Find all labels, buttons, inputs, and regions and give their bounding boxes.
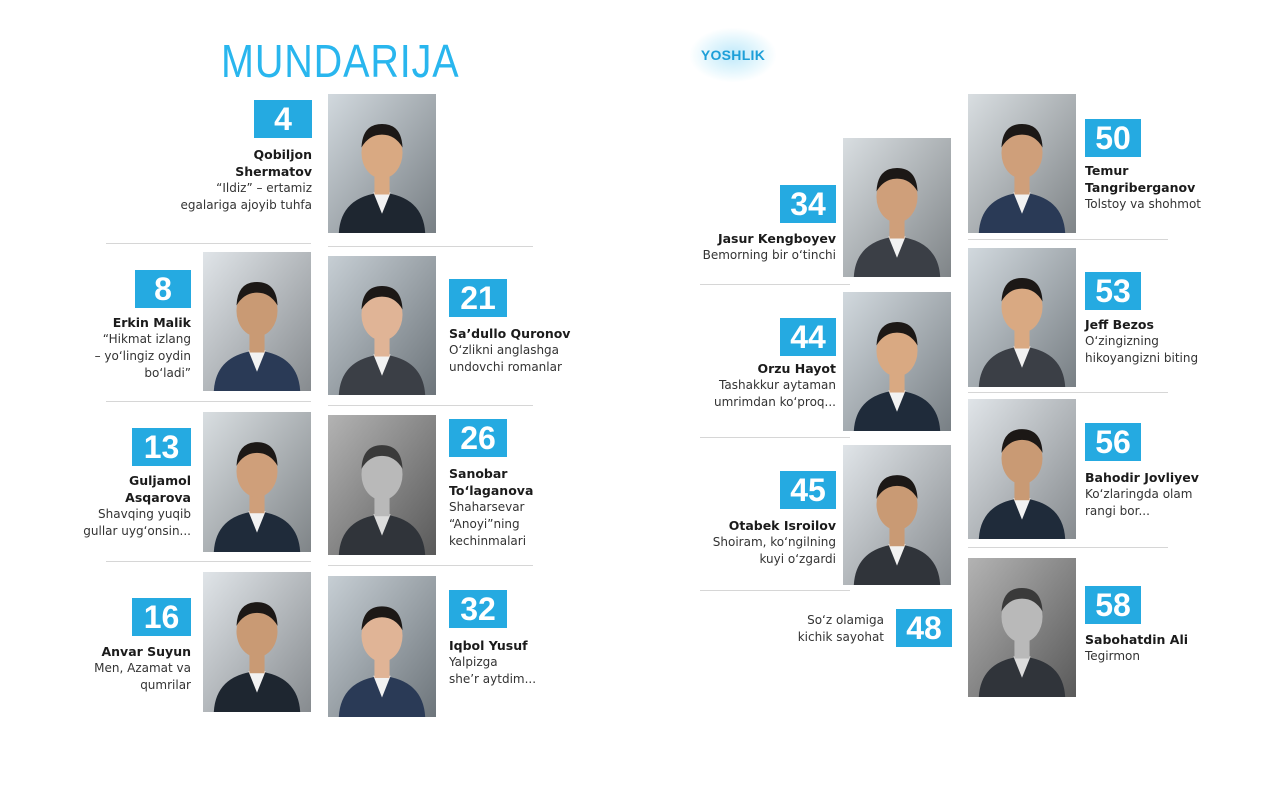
article-title: rangi bor...: [1085, 504, 1150, 518]
entry-text: [449, 637, 609, 688]
article-title: So‘z olamiga: [807, 613, 884, 627]
page-number-badge[interactable]: 58: [1085, 586, 1141, 624]
article-title: kichik sayohat: [797, 630, 884, 644]
article-title: egalariga ajoyib tuhfa: [180, 198, 312, 212]
entry-text: [449, 465, 609, 550]
article-title: bo‘ladi”: [144, 366, 191, 380]
article-title: – yo‘lingiz oydin: [94, 349, 191, 363]
article-title: “Anoyi”ning: [449, 517, 520, 531]
entry-text: [1085, 162, 1265, 213]
author-name: Tangriberganov: [1085, 180, 1196, 195]
page-number-badge[interactable]: 16: [132, 598, 191, 636]
author-name: Anvar Suyun: [101, 644, 191, 659]
article-title: Yalpizga: [449, 655, 498, 669]
entry-text: [660, 230, 836, 264]
separator-line: [106, 243, 311, 244]
separator-line: [328, 565, 533, 566]
magazine-logo: [690, 28, 776, 82]
author-name: Qobiljon: [253, 147, 312, 162]
author-photo[interactable]: [843, 445, 951, 585]
entry-text: [60, 643, 191, 694]
page-number-badge[interactable]: 4: [254, 100, 312, 138]
article-title: gullar uyg‘onsin...: [83, 524, 191, 538]
author-name: Sa’dullo Quronov: [449, 326, 571, 341]
separator-line: [968, 547, 1168, 548]
separator-line: [328, 405, 533, 406]
separator-line: [328, 246, 533, 247]
author-name: Bahodir Jovliyev: [1085, 470, 1199, 485]
article-title: Tashakkur aytaman: [719, 378, 836, 392]
author-name: Erkin Malik: [112, 315, 191, 330]
author-photo[interactable]: [968, 248, 1076, 387]
page-number-badge[interactable]: 26: [449, 419, 507, 457]
entry-text: [1085, 469, 1265, 520]
page-number-badge[interactable]: 48: [896, 609, 952, 647]
author-name: To‘laganova: [449, 483, 534, 498]
author-photo[interactable]: [203, 252, 311, 391]
entry-text: [740, 612, 884, 646]
author-photo[interactable]: [328, 94, 436, 233]
author-photo[interactable]: [328, 415, 436, 555]
author-name: Iqbol Yusuf: [449, 638, 528, 653]
article-title: Bemorning bir o‘tinchi: [702, 248, 836, 262]
entry-text: [1085, 631, 1265, 665]
article-title: qumrilar: [140, 678, 191, 692]
page-number-badge[interactable]: 53: [1085, 272, 1141, 310]
separator-line: [106, 561, 311, 562]
page-number-badge[interactable]: 44: [780, 318, 836, 356]
article-title: kechinmalari: [449, 534, 527, 548]
page-number-badge[interactable]: 50: [1085, 119, 1141, 157]
article-title: O‘zingizning: [1085, 334, 1159, 348]
logo-text: YOSHLIK: [700, 47, 766, 63]
entry-text: [90, 146, 312, 214]
article-title: “Ildiz” – ertamiz: [216, 181, 312, 195]
article-title: Ko‘zlaringda olam: [1085, 487, 1193, 501]
author-name: Jasur Kengboyev: [717, 231, 836, 246]
entry-text: [60, 472, 191, 540]
entry-text: [660, 517, 836, 568]
separator-line: [968, 392, 1168, 393]
article-title: Shaharsevar: [449, 500, 525, 514]
article-title: umrimdan ko‘proq...: [713, 395, 836, 409]
entry-text: [660, 360, 836, 411]
author-name: Shermatov: [235, 164, 312, 179]
page-number-badge[interactable]: 32: [449, 590, 507, 628]
separator-line: [700, 437, 850, 438]
separator-line: [968, 239, 1168, 240]
author-name: Sabohatdin Ali: [1085, 632, 1189, 647]
separator-line: [700, 590, 850, 591]
author-name: Otabek Isroilov: [728, 518, 836, 533]
author-name: Guljamol: [128, 473, 191, 488]
article-title: Shavqing yuqib: [98, 507, 191, 521]
page-number-badge[interactable]: 13: [132, 428, 191, 466]
author-name: Temur: [1085, 163, 1129, 178]
article-title: Tolstoy va shohmot: [1085, 197, 1201, 211]
article-title: she’r aytdim...: [449, 672, 537, 686]
entry-text: [1085, 316, 1265, 367]
article-title: kuyi o‘zgardi: [759, 552, 836, 566]
page-number-badge[interactable]: 56: [1085, 423, 1141, 461]
article-title: O‘zlikni anglashga: [449, 343, 560, 357]
author-photo[interactable]: [203, 412, 311, 552]
page-title: MUNDARIJA: [221, 35, 460, 87]
author-photo[interactable]: [328, 256, 436, 395]
page-number-badge[interactable]: 8: [135, 270, 191, 308]
page-number-badge[interactable]: 21: [449, 279, 507, 317]
author-photo[interactable]: [968, 94, 1076, 233]
author-name: Orzu Hayot: [757, 361, 836, 376]
author-name: Jeff Bezos: [1085, 317, 1154, 332]
author-photo[interactable]: [968, 558, 1076, 697]
author-photo[interactable]: [968, 399, 1076, 539]
entry-text: [449, 325, 609, 376]
article-title: “Hikmat izlang: [102, 332, 191, 346]
article-title: Tegirmon: [1085, 649, 1140, 663]
article-title: Shoiram, ko‘ngilning: [712, 535, 836, 549]
page-number-badge[interactable]: 45: [780, 471, 836, 509]
article-title: Men, Azamat va: [94, 661, 191, 675]
author-name: Sanobar: [449, 466, 508, 481]
author-photo[interactable]: [843, 138, 951, 277]
author-photo[interactable]: [328, 576, 436, 717]
separator-line: [106, 401, 311, 402]
article-title: hikoyangizni biting: [1085, 351, 1199, 365]
author-photo[interactable]: [203, 572, 311, 712]
entry-text: [60, 314, 191, 382]
separator-line: [700, 284, 850, 285]
page-number-badge[interactable]: 34: [780, 185, 836, 223]
author-name: Asqarova: [125, 490, 191, 505]
author-photo[interactable]: [843, 292, 951, 431]
article-title: undovchi romanlar: [449, 360, 562, 374]
